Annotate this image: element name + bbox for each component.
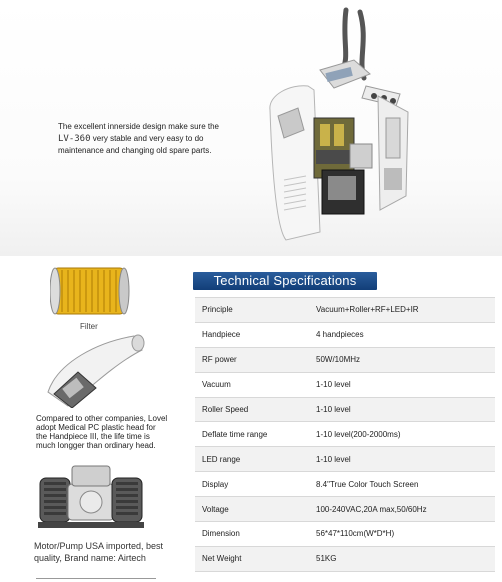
spec-label: Handpiece xyxy=(195,322,310,347)
spec-row xyxy=(195,546,495,571)
spec-value: 50W/10MHz xyxy=(310,347,495,372)
spec-label: Principle xyxy=(195,298,310,323)
bottom-divider xyxy=(36,578,156,579)
spec-value: 8.4"True Color Touch Screen xyxy=(310,472,495,497)
caption-line-2 xyxy=(58,133,268,145)
motor-text-line-2: quality, Brand name: Airtech xyxy=(34,553,146,563)
handpiece-description xyxy=(36,414,167,450)
spec-value: 4 handpieces xyxy=(310,322,495,347)
spec-value: 1-10 level xyxy=(310,397,495,422)
spec-table xyxy=(195,297,495,572)
spec-row xyxy=(195,422,495,447)
model-name: LV-360 xyxy=(58,134,91,144)
caption-line-3: maintenance and changing old spare parts. xyxy=(58,146,212,155)
spec-row xyxy=(195,347,495,372)
spec-value: 1-10 level xyxy=(310,447,495,472)
motor-description xyxy=(34,540,163,564)
spec-value: Vacuum+Roller+RF+LED+IR xyxy=(310,298,495,323)
spec-label: LED range xyxy=(195,447,310,472)
spec-label: RF power xyxy=(195,347,310,372)
handpiece-head-image xyxy=(38,332,148,408)
hero-section xyxy=(0,0,502,256)
spec-row xyxy=(195,298,495,323)
caption-line-2-rest: very stable and very easy to do xyxy=(90,134,204,143)
spec-value: 51KG xyxy=(310,546,495,571)
motor-text-line-1: Motor/Pump USA imported, best xyxy=(34,541,164,551)
spec-label: Display xyxy=(195,472,310,497)
spec-value: 100-240VAC,20A max,50/60Hz xyxy=(310,497,495,522)
motor-pump-image xyxy=(36,458,146,532)
spec-row xyxy=(195,372,495,397)
filter-label: Filter xyxy=(80,322,98,331)
spec-label: Net Weight xyxy=(195,546,310,571)
spec-table-body xyxy=(195,298,495,572)
spec-value: 56*47*110cm(W*D*H) xyxy=(310,522,495,547)
handpiece-text-line-3: the Handpiece III, the life time is xyxy=(36,432,150,441)
spec-row xyxy=(195,497,495,522)
caption-line-1: The excellent innerside design make sure the xyxy=(58,122,219,131)
spec-row xyxy=(195,397,495,422)
spec-label: Voltage xyxy=(195,497,310,522)
handpiece-text-line-2: adopt Medical PC plastic head for xyxy=(36,423,156,432)
spec-value: 1-10 level xyxy=(310,372,495,397)
spec-label: Roller Speed xyxy=(195,397,310,422)
handpiece-text-line-4: much longger than ordinary head. xyxy=(36,441,156,450)
spec-row xyxy=(195,447,495,472)
spec-value: 1-10 level(200-2000ms) xyxy=(310,422,495,447)
spec-row xyxy=(195,472,495,497)
machine-exploded-illustration xyxy=(250,0,430,256)
spec-title-banner: Technical Specifications xyxy=(193,272,377,290)
filter-image xyxy=(50,262,130,320)
spec-label: Dimension xyxy=(195,522,310,547)
hero-caption xyxy=(58,121,268,157)
spec-label: Deflate time range xyxy=(195,422,310,447)
spec-row xyxy=(195,522,495,547)
spec-row xyxy=(195,322,495,347)
spec-label: Vacuum xyxy=(195,372,310,397)
handpiece-text-line-1: Compared to other companies, Lovel xyxy=(36,414,168,423)
